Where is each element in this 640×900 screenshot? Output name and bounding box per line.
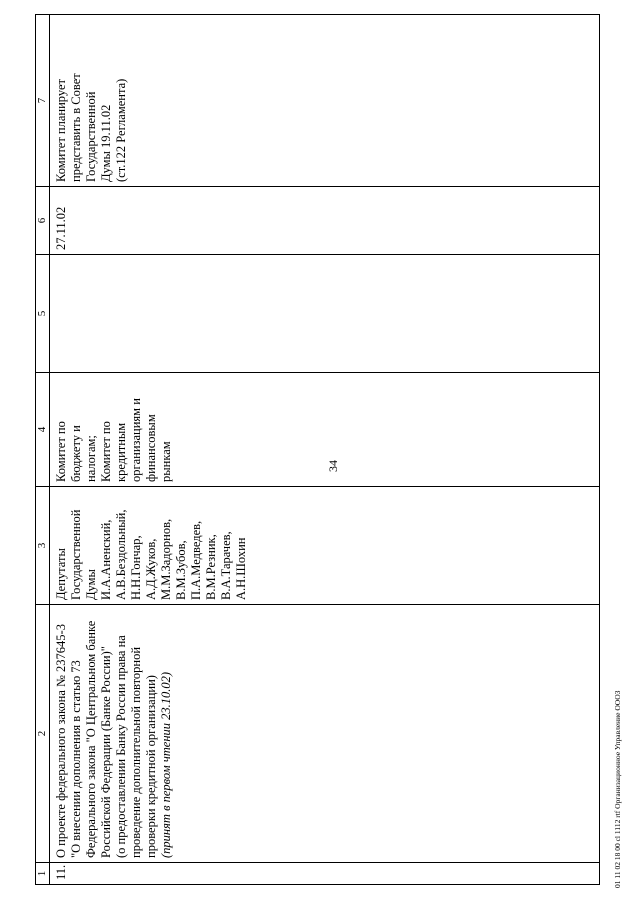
table-header-row — [36, 15, 50, 885]
column-5-cell — [50, 255, 600, 373]
column-header-1: 1 — [36, 863, 50, 885]
description-line: "О внесении дополнения в статью 73 — [69, 660, 83, 858]
note-line: Государственной — [84, 91, 98, 182]
author-line: Депутаты — [54, 548, 68, 600]
author-line: В.М.Резник, — [204, 534, 218, 600]
page-number: 34 — [326, 460, 340, 472]
note-line: (ст.122 Регламента) — [114, 78, 128, 182]
committee-line: налогам; — [84, 435, 98, 482]
description-line: Федерального закона "О Центральном банке — [84, 620, 98, 858]
column-header-5: 5 — [36, 255, 50, 373]
author-line: М.М.Задорнов, — [159, 518, 173, 600]
column-header-6: 6 — [36, 187, 50, 255]
review-date: 27.11.02 — [50, 187, 600, 255]
note-line: Комитет планирует — [54, 79, 68, 182]
description-line: (о предоставлении Банку России права на — [114, 635, 128, 858]
description-line: Российской Федерации (Банке России)" — [99, 646, 113, 858]
author-line: И.А.Аненский, — [99, 519, 113, 600]
author-line: А.В.Бездольный, — [114, 509, 128, 600]
column-header-4: 4 — [36, 373, 50, 487]
table-row — [50, 15, 600, 885]
committee-line: бюджету и — [69, 425, 83, 482]
description-line: проведение дополнительной повторной — [129, 646, 143, 858]
author-line: В.А.Тарачев, — [219, 531, 233, 600]
column-header-7: 7 — [36, 15, 50, 187]
committee-line: организациям и — [129, 398, 143, 482]
committee-line: кредитным — [114, 422, 128, 482]
bills-table — [35, 14, 600, 885]
committee-line: Комитет по — [54, 421, 68, 482]
description-line: О проекте федерального закона № 237645-3 — [54, 624, 68, 858]
bill-description — [50, 605, 600, 863]
document-sheet — [35, 15, 600, 885]
author-line: П.А.Медведев, — [189, 520, 203, 600]
author-line: А.Д.Жуков, — [144, 538, 158, 600]
description-line: проверки кредитной организации) — [144, 675, 158, 858]
responsible-committee — [50, 373, 600, 487]
author-line: А.Н.Шохин — [234, 537, 248, 600]
footer-file-info: 01 11 02 18 00 сl 1112 rtf Организационное Управление ООО3 — [613, 690, 622, 888]
column-header-3: 3 — [36, 487, 50, 605]
row-number: 11. — [50, 863, 600, 885]
reading-status: (принят в первом чтении 23.10.02) — [159, 671, 173, 858]
author-line: В.М.Зубов, — [174, 540, 188, 600]
author-line: Н.Н.Гончар, — [129, 535, 143, 600]
committee-line: рынкам — [159, 441, 173, 482]
note-line: представить в Совет — [69, 73, 83, 182]
author-line: Думы — [84, 569, 98, 600]
note-line: Думы 19.11.02 — [99, 104, 113, 182]
author-line: Государственной — [69, 509, 83, 600]
bill-authors — [50, 487, 600, 605]
committee-line: Комитет по — [99, 421, 113, 482]
committee-line: финансовым — [144, 414, 158, 482]
committee-note — [50, 15, 600, 187]
column-header-2: 2 — [36, 605, 50, 863]
